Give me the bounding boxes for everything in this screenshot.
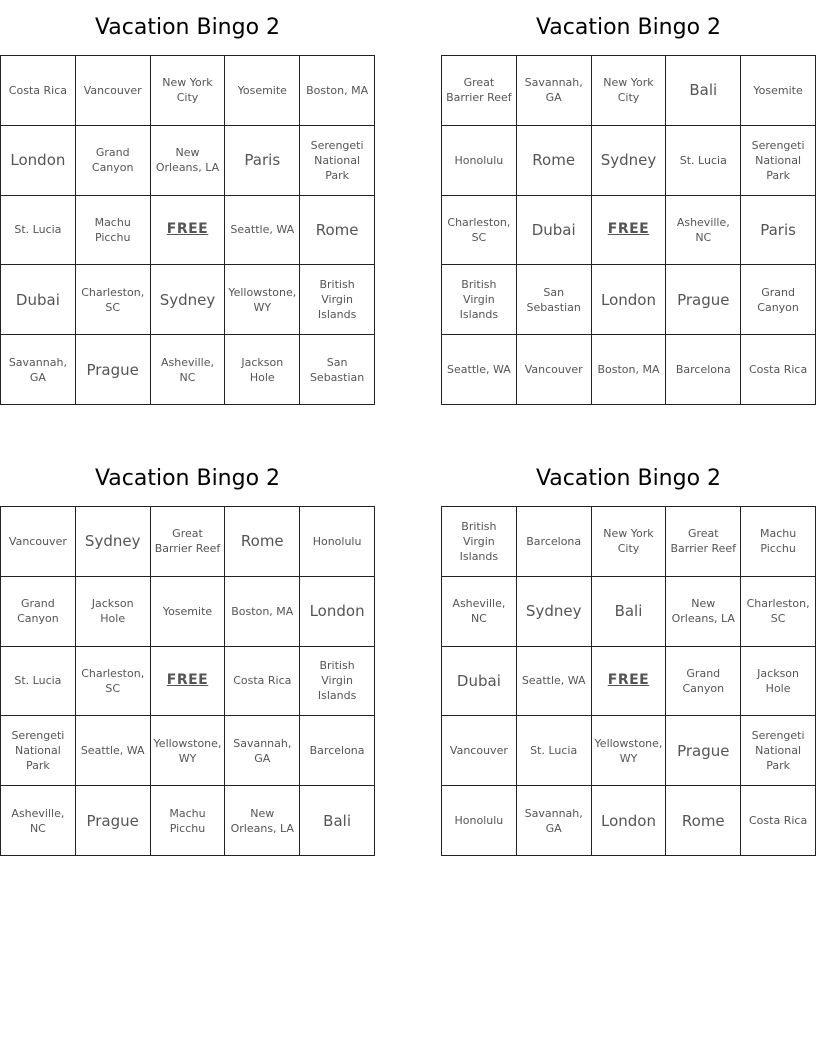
free-space-cell: FREE [151, 196, 226, 266]
bingo-cell: Dubai [1, 265, 76, 335]
bingo-cell: Prague [76, 786, 151, 856]
bingo-cell: Honolulu [300, 507, 375, 577]
bingo-cell: Boston, MA [225, 577, 300, 647]
bingo-cell: Charleston, SC [442, 196, 517, 266]
bingo-cell: Rome [517, 126, 592, 196]
bingo-cell: Yellowstone, WY [592, 716, 667, 786]
bingo-cell: Vancouver [76, 56, 151, 126]
bingo-cell: New Orleans, LA [151, 126, 226, 196]
bingo-cell: Bali [666, 56, 741, 126]
bingo-cell: Seattle, WA [442, 335, 517, 405]
bingo-grid [441, 55, 816, 405]
bingo-cell: Grand Canyon [76, 126, 151, 196]
card-title: Vacation Bingo 2 [535, 466, 722, 491]
bingo-cell: Bali [592, 577, 667, 647]
bingo-cell: Charleston, SC [76, 265, 151, 335]
bingo-cell: Serengeti National Park [300, 126, 375, 196]
bingo-cell: Sydney [517, 577, 592, 647]
bingo-cell: Asheville, NC [151, 335, 226, 405]
bingo-cell: San Sebastian [517, 265, 592, 335]
bingo-cell: Yosemite [151, 577, 226, 647]
bingo-cell: New Orleans, LA [666, 577, 741, 647]
bingo-cell: Great Barrier Reef [151, 507, 226, 577]
bingo-cell: Rome [300, 196, 375, 266]
card-title: Vacation Bingo 2 [535, 15, 722, 40]
bingo-cell: Serengeti National Park [741, 126, 816, 196]
bingo-cell: Dubai [517, 196, 592, 266]
bingo-cell: St. Lucia [1, 196, 76, 266]
bingo-cell: New York City [592, 507, 667, 577]
card-title: Vacation Bingo 2 [94, 466, 281, 491]
bingo-cell: Serengeti National Park [741, 716, 816, 786]
bingo-cell: New York City [592, 56, 667, 126]
bingo-cell: Paris [741, 196, 816, 266]
bingo-grid [441, 506, 816, 856]
bingo-cell: Sydney [592, 126, 667, 196]
bingo-cell: Barcelona [517, 507, 592, 577]
bingo-cell: Vancouver [517, 335, 592, 405]
free-space-cell: FREE [151, 647, 226, 717]
bingo-cell: Seattle, WA [76, 716, 151, 786]
bingo-cell: Vancouver [1, 507, 76, 577]
bingo-cell: Costa Rica [225, 647, 300, 717]
bingo-cell: St. Lucia [666, 126, 741, 196]
bingo-cell: London [592, 786, 667, 856]
bingo-cell: San Sebastian [300, 335, 375, 405]
bingo-cell: Charleston, SC [741, 577, 816, 647]
bingo-cell: Prague [76, 335, 151, 405]
bingo-cell: Serengeti National Park [1, 716, 76, 786]
bingo-cell: Seattle, WA [517, 647, 592, 717]
bingo-cell: Grand Canyon [1, 577, 76, 647]
bingo-cell: British Virgin Islands [300, 647, 375, 717]
bingo-cell: Grand Canyon [666, 647, 741, 717]
bingo-cell: Barcelona [666, 335, 741, 405]
bingo-cell: St. Lucia [517, 716, 592, 786]
bingo-cell: Seattle, WA [225, 196, 300, 266]
bingo-cell: Great Barrier Reef [442, 56, 517, 126]
bingo-cell: Costa Rica [741, 335, 816, 405]
bingo-cell: Prague [666, 265, 741, 335]
bingo-cell: St. Lucia [1, 647, 76, 717]
bingo-cell: Prague [666, 716, 741, 786]
bingo-cell: Machu Picchu [151, 786, 226, 856]
bingo-cell: Vancouver [442, 716, 517, 786]
bingo-cell: Paris [225, 126, 300, 196]
bingo-cell: Barcelona [300, 716, 375, 786]
bingo-cell: Boston, MA [592, 335, 667, 405]
bingo-cell: Yosemite [741, 56, 816, 126]
bingo-cell: New York City [151, 56, 226, 126]
bingo-cell: Honolulu [442, 126, 517, 196]
bingo-grid [0, 55, 375, 405]
bingo-cell: British Virgin Islands [442, 265, 517, 335]
bingo-grid [0, 506, 375, 856]
bingo-cell: London [300, 577, 375, 647]
bingo-cell: Jackson Hole [741, 647, 816, 717]
free-space-cell: FREE [592, 647, 667, 717]
bingo-cell: London [592, 265, 667, 335]
bingo-cell: Asheville, NC [442, 577, 517, 647]
bingo-cell: Yellowstone, WY [225, 265, 300, 335]
free-space-cell: FREE [592, 196, 667, 266]
bingo-cell: Asheville, NC [1, 786, 76, 856]
card-title: Vacation Bingo 2 [94, 15, 281, 40]
bingo-cell: Dubai [442, 647, 517, 717]
bingo-cell: British Virgin Islands [442, 507, 517, 577]
bingo-cell: British Virgin Islands [300, 265, 375, 335]
bingo-cell: Jackson Hole [225, 335, 300, 405]
bingo-cell: London [1, 126, 76, 196]
bingo-cell: Costa Rica [1, 56, 76, 126]
bingo-cell: Savannah, GA [517, 786, 592, 856]
bingo-cell: Rome [225, 507, 300, 577]
bingo-cell: Savannah, GA [225, 716, 300, 786]
bingo-cell: Great Barrier Reef [666, 507, 741, 577]
bingo-cell: Sydney [151, 265, 226, 335]
bingo-cell: Bali [300, 786, 375, 856]
bingo-cell: Grand Canyon [741, 265, 816, 335]
bingo-cell: Charleston, SC [76, 647, 151, 717]
bingo-cell: Sydney [76, 507, 151, 577]
bingo-cell: Machu Picchu [76, 196, 151, 266]
bingo-cell: Jackson Hole [76, 577, 151, 647]
bingo-cell: New Orleans, LA [225, 786, 300, 856]
bingo-cell: Yosemite [225, 56, 300, 126]
bingo-cell: Costa Rica [741, 786, 816, 856]
bingo-cell: Machu Picchu [741, 507, 816, 577]
bingo-cell: Savannah, GA [517, 56, 592, 126]
bingo-cell: Honolulu [442, 786, 517, 856]
bingo-cell: Asheville, NC [666, 196, 741, 266]
bingo-cell: Rome [666, 786, 741, 856]
bingo-cell: Savannah, GA [1, 335, 76, 405]
bingo-cell: Boston, MA [300, 56, 375, 126]
bingo-cell: Yellowstone, WY [151, 716, 226, 786]
